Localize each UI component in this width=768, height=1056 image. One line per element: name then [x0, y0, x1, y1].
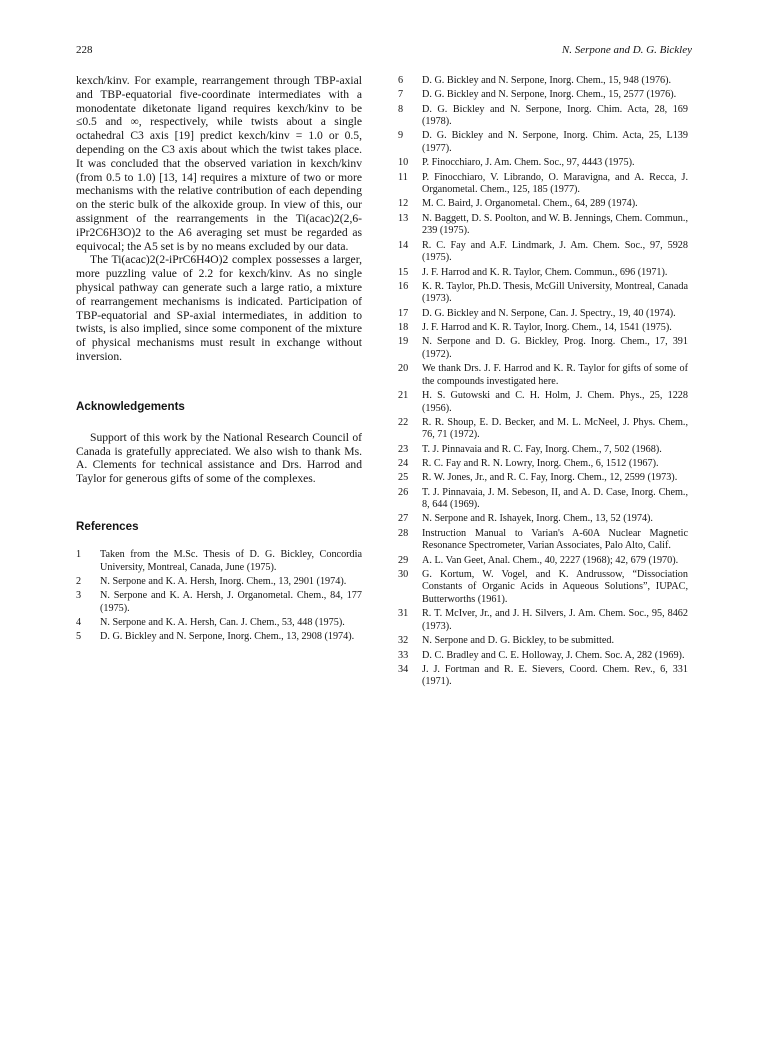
reference-item — [398, 336, 688, 361]
reference-text: D. G. Bickley and N. Serpone, Can. J. Spectry., 19, 40 (1974). — [422, 307, 676, 319]
reference-number: 15 — [398, 266, 409, 278]
reference-item — [398, 555, 688, 568]
reference-item — [398, 75, 688, 88]
reference-item — [398, 281, 688, 306]
reference-number: 18 — [398, 321, 409, 333]
reference-number: 2 — [76, 575, 82, 587]
reference-text: M. C. Baird, J. Organometal. Chem., 64, 289 (1974). — [422, 198, 638, 210]
reference-item — [398, 390, 688, 415]
reference-number: 23 — [398, 443, 409, 455]
reference-number: 10 — [398, 157, 409, 169]
reference-item — [398, 650, 688, 663]
reference-item — [398, 528, 688, 553]
reference-number: 12 — [398, 198, 409, 210]
reference-item — [398, 472, 688, 485]
reference-item — [398, 130, 688, 155]
reference-text: R. C. Fay and A.F. Lindmark, J. Am. Chem. Soc., 97, 5928 (1975). — [422, 239, 688, 264]
reference-item — [398, 664, 688, 689]
reference-text: J. F. Harrod and K. R. Taylor, Inorg. Chem., 14, 1541 (1975). — [422, 321, 672, 333]
reference-number: 21 — [398, 389, 409, 401]
body-paragraph-1: kexch/kinv. For example, rearrangement through TBP-axial and TBP-equatorial five-coordinate intermediates with a monodentate diketonate ligand requires kexch/kinv to be ≤0.5 and ∞, respectively, while twists about a single octahedral C3 axis [19] predict kexch/kinv = 1.0 or 0.5, depending on the C3 axis about which the twist takes place. It was concluded that the observed variation in kexch/kinv (from 0.5 to 1.0) [13, 14] requires a mixture of two or more mechanisms with the relative contribution of each depending on the steric bulk of the alkoxide group. In view of this, our assignment of the rearrangements in the Ti(acac)2(2,6-iPr2C6H3O)2 to the A6 averaging set must be regarded as equivocal; the A5 set is by no means excluded by our data. — [76, 74, 362, 253]
reference-item — [398, 240, 688, 265]
reference-text: A. L. Van Geet, Anal. Chem., 40, 2227 (1968); 42, 679 (1970). — [422, 554, 679, 566]
reference-text: D. G. Bickley and N. Serpone, Inorg. Chim. Acta, 28, 169 (1978). — [422, 103, 688, 128]
reference-number: 31 — [398, 608, 409, 620]
reference-text: J. J. Fortman and R. E. Sievers, Coord. Chem. Rev., 6, 331 (1971). — [422, 663, 688, 688]
reference-text: N. Serpone and K. A. Hersh, Inorg. Chem., 13, 2901 (1974). — [100, 575, 347, 587]
reference-text: R. T. McIver, Jr., and J. H. Silvers, J. Am. Chem. Soc., 95, 8462 (1973). — [422, 608, 688, 632]
reference-number: 17 — [398, 307, 409, 319]
reference-item — [76, 549, 362, 574]
reference-number: 34 — [398, 663, 409, 675]
reference-number: 32 — [398, 635, 409, 647]
reference-text: T. J. Pinnavaia and R. C. Fay, Inorg. Chem., 7, 502 (1968). — [422, 443, 662, 455]
reference-item — [398, 487, 688, 512]
acknowledgements-text: Support of this work by the National Research Council of Canada is gratefully appreciated. We also wish to thank Ms. A. Clements for technical assistance and Drs. Harrod and Taylor for generous gifts of some of the complexes. — [76, 430, 362, 486]
reference-number: 7 — [398, 89, 404, 101]
reference-number: 27 — [398, 513, 409, 525]
reference-item — [398, 172, 688, 197]
reference-number: 24 — [398, 458, 409, 469]
reference-item — [398, 569, 688, 607]
reference-item — [398, 322, 688, 335]
reference-number: 13 — [398, 212, 409, 224]
reference-text: D. G. Bickley and N. Serpone, Inorg. Chim. Acta, 25, L139 (1977). — [422, 130, 688, 155]
reference-item — [398, 213, 688, 238]
reference-number: 6 — [398, 75, 404, 86]
reference-number: 19 — [398, 336, 409, 348]
right-column — [398, 75, 688, 691]
reference-item — [76, 590, 362, 615]
reference-number: 28 — [398, 527, 409, 539]
reference-text: N. Baggett, D. S. Poolton, and W. B. Jennings, Chem. Commun., 239 (1975). — [422, 212, 688, 237]
reference-item — [398, 267, 688, 280]
reference-number: 4 — [76, 616, 82, 628]
reference-item — [398, 104, 688, 129]
reference-number: 14 — [398, 239, 409, 251]
reference-text: P. Finocchiaro, V. Librando, O. Maravigna, and A. Recca, J. Organometal. Chem., 125, 185 (1977). — [422, 171, 688, 196]
reference-text: H. S. Gutowski and C. H. Holm, J. Chem. Phys., 25, 1228 (1956). — [422, 389, 688, 414]
reference-item — [76, 576, 362, 589]
reference-item — [76, 617, 362, 630]
reference-number: 3 — [76, 590, 82, 602]
reference-number: 33 — [398, 649, 409, 661]
reference-text: N. Serpone and R. Ishayek, Inorg. Chem., 13, 52 (1974). — [422, 513, 653, 525]
reference-text: D. C. Bradley and C. E. Holloway, J. Chem. Soc. A, 282 (1969). — [422, 649, 685, 661]
reference-text: P. Finocchiaro, J. Am. Chem. Soc., 97, 4443 (1975). — [422, 157, 635, 169]
reference-item — [398, 198, 688, 211]
reference-item — [398, 417, 688, 442]
reference-number: 9 — [398, 130, 404, 142]
reference-list-left — [76, 549, 362, 644]
reference-number: 30 — [398, 568, 409, 580]
reference-number: 11 — [398, 171, 408, 183]
reference-item — [398, 458, 688, 471]
reference-item — [398, 513, 688, 526]
reference-number: 1 — [76, 548, 82, 560]
reference-text: G. Kortum, W. Vogel, and K. Andrussow, “Dissociation Constants of Organic Acids in Aqueous Solutions”, IUPAC, Butterworths (1961). — [422, 568, 688, 606]
acknowledgements-heading: Acknowledgements — [76, 399, 185, 413]
reference-number: 8 — [398, 103, 404, 115]
reference-text: D. G. Bickley and N. Serpone, Inorg. Chem., 15, 2577 (1976). — [422, 89, 677, 101]
reference-text: D. G. Bickley and N. Serpone, Inorg. Chem., 15, 948 (1976). — [422, 75, 672, 86]
reference-number: 26 — [398, 486, 409, 498]
reference-text: Taken from the M.Sc. Thesis of D. G. Bickley, Concordia University, Montreal, Canada, June (1975). — [100, 548, 362, 573]
reference-text: N. Serpone and D. G. Bickley, to be submitted. — [422, 635, 615, 647]
reference-text: K. R. Taylor, Ph.D. Thesis, McGill University, Montreal, Canada (1973). — [422, 280, 688, 305]
reference-item — [398, 157, 688, 170]
reference-number: 25 — [398, 472, 409, 484]
reference-list-right — [398, 75, 688, 689]
reference-number: 5 — [76, 631, 82, 643]
reference-text: D. G. Bickley and N. Serpone, Inorg. Chem., 13, 2908 (1974). — [100, 631, 355, 643]
reference-item — [76, 631, 362, 644]
page-number: 228 — [76, 44, 93, 56]
reference-text: We thank Drs. J. F. Harrod and K. R. Taylor for gifts of some of the compounds investigated here. — [422, 363, 688, 387]
reference-number: 29 — [398, 554, 409, 566]
references-heading: References — [76, 519, 139, 533]
reference-item — [398, 635, 688, 648]
reference-text: N. Serpone and K. A. Hersh, Can. J. Chem., 53, 448 (1975). — [100, 616, 345, 628]
reference-item — [398, 363, 688, 388]
reference-text: N. Serpone and K. A. Hersh, J. Organometal. Chem., 84, 177 (1975). — [100, 590, 362, 614]
reference-number: 20 — [398, 363, 409, 375]
reference-item — [398, 89, 688, 102]
reference-item — [398, 608, 688, 633]
reference-text: R. W. Jones, Jr., and R. C. Fay, Inorg. Chem., 12, 2599 (1973). — [422, 472, 678, 484]
reference-item — [398, 444, 688, 457]
left-column — [76, 74, 362, 646]
reference-text: Instruction Manual to Varian's A-60A Nuclear Magnetic Resonance Spectrometer, Varian Associates, Palo Alto, Calif. — [422, 527, 688, 552]
reference-text: R. R. Shoup, E. D. Becker, and M. L. McNeel, J. Phys. Chem., 76, 71 (1972). — [422, 416, 688, 441]
reference-text: J. F. Harrod and K. R. Taylor, Chem. Commun., 696 (1971). — [422, 266, 668, 278]
body-paragraph-2: The Ti(acac)2(2-iPrC6H4O)2 complex possesses a larger, more puzzling value of 2.2 for kexch/kinv. As no single physical pathway can generate such a large ratio, a mixture of rearrangement mechanisms is indicated. Participation of TBP-equatorial and SP-axial intermediates, in addition to twists, is also implied, since some component of the mixture of physical mechanisms must result in exchange without inversion. — [76, 253, 362, 363]
reference-number: 16 — [398, 280, 409, 292]
reference-number: 22 — [398, 416, 409, 428]
running-header-authors: N. Serpone and D. G. Bickley — [561, 44, 692, 56]
reference-item — [398, 308, 688, 321]
reference-text: N. Serpone and D. G. Bickley, Prog. Inorg. Chem., 17, 391 (1972). — [422, 336, 688, 360]
reference-text: R. C. Fay and R. N. Lowry, Inorg. Chem., 6, 1512 (1967). — [422, 458, 659, 469]
reference-text: T. J. Pinnavaia, J. M. Sebeson, II, and A. D. Case, Inorg. Chem., 8, 644 (1969). — [422, 486, 688, 511]
